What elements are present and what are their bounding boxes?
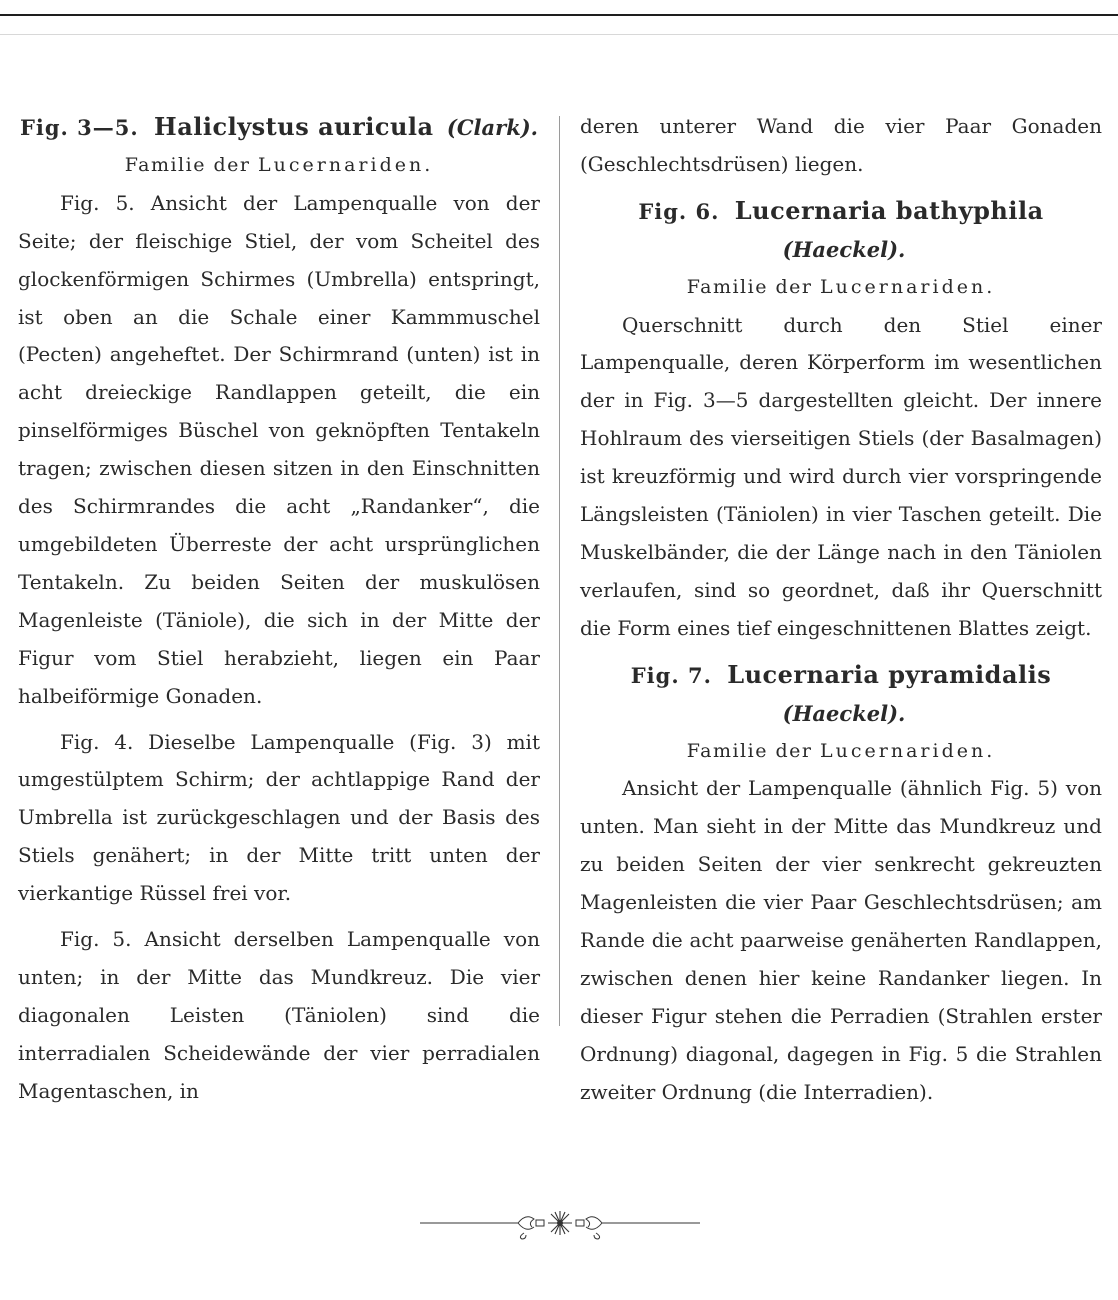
left-column: [18, 108, 540, 1111]
species-name: Lucernaria pyramidalis: [727, 659, 1052, 689]
species-name: Lucernaria bathyphila: [734, 195, 1044, 225]
species-author: (Haeckel).: [782, 700, 906, 726]
top-rule-thin: [0, 34, 1118, 35]
species-author: (Haeckel).: [782, 236, 906, 262]
family-name: Lucernariden.: [258, 153, 434, 176]
column-divider: [559, 116, 560, 1026]
family-name: Lucernariden.: [820, 739, 996, 762]
family-label: Familie der: [686, 275, 813, 298]
fig-7-heading: [580, 656, 1102, 733]
family-name: Lucernariden.: [820, 275, 996, 298]
paragraph-fig5: Fig. 5. Ansicht der Lampenqualle von der Seite; der fleischige Stiel, der vom Scheitel des glockenförmigen Schirmes (Umbrella) entspringt, ist oben an die Schale einer Kammmuschel (Pecten) angeheftet. Der Schirmrand (unten) ist in acht dreieckige Randlappen geteilt, die ein pinselförmiges Büschel von geknöpften Tentakeln tragen; zwischen diesen sitzen in den Einschnitten des Schirmrandes die acht „Randanker“, die umgebildeten Überreste der acht ursprünglichen Tentakeln. Zu beiden Seiten der muskulösen Magenleiste (Täniole), die sich in der Mitte der Figur vom Stiel herabzieht, liegen ein Paar halbeiförmige Gonaden.: [18, 190, 540, 708]
fig-number: Fig. 6.: [638, 198, 720, 224]
species-author: (Clark).: [446, 115, 538, 140]
paragraph-fig4: Fig. 4. Dieselbe Lampenqualle (Fig. 3) mit umgestülptem Schirm; der achtlappige Rand der Umbrella ist zurückgeschlagen und der Basis des Stiels genähert; in der Mitte tritt unten der vierkantige Rüssel frei vor.: [18, 729, 540, 906]
fig-number: Fig. 7.: [630, 662, 712, 688]
top-rule: [0, 14, 1118, 16]
paragraph-continued: deren unterer Wand die vier Paar Gonaden (Geschlechtsdrüsen) liegen.: [580, 114, 1102, 176]
fig-3-5-heading: [18, 108, 540, 147]
fig-6-heading: [580, 192, 1102, 269]
family-label: Familie der: [686, 739, 813, 762]
paragraph-fig6: Querschnitt durch den Stiel einer Lampenqualle, deren Körperform im wesentlichen der in Fig. 3—5 dargestellten gleicht. Der innere Hohlraum des vierseitigen Stiels (der Basalmagen) ist kreuzförmig und wird durch vier vorspringende Längsleisten (Täniolen) in vier Taschen geteilt. Die Muskelbänder, die der Länge nach in den Täniolen verlaufen, sind so geordnet, daß ihr Querschnitt die Form eines tief eingeschnittenen Blattes zeigt.: [580, 312, 1102, 640]
fig-number: Fig. 3—5.: [19, 115, 139, 140]
family-label: Familie der: [124, 153, 251, 176]
species-name: Haliclystus auricula: [154, 112, 434, 141]
family-line: [18, 147, 540, 185]
family-line: [580, 733, 1102, 771]
paragraph-fig7: Ansicht der Lampenqualle (ähnlich Fig. 5) von unten. Man sieht in der Mitte das Mundkreuz und zu beiden Seiten der vier senkrecht gekreuzten Magenleisten die vier Paar Geschlechtsdrüsen; am Rande die acht paarweise genäherten Randlappen, zwischen denen hier keine Randanker liegen. In dieser Figur stehen die Perradien (Strahlen erster Ordnung) diagonal, dagegen in Fig. 5 die Strahlen zweiter Ordnung (die Interradien).: [580, 776, 1102, 1104]
fleuron-ornament-icon: [420, 1205, 700, 1241]
family-line: [580, 269, 1102, 307]
paragraph-fig5-bottom: Fig. 5. Ansicht derselben Lampenqualle von unten; in der Mitte das Mundkreuz. Die vier diagonalen Leisten (Täniolen) sind die interradialen Scheidewände der vier perradialen Magentaschen, in: [18, 927, 540, 1103]
right-column: [580, 108, 1102, 1112]
